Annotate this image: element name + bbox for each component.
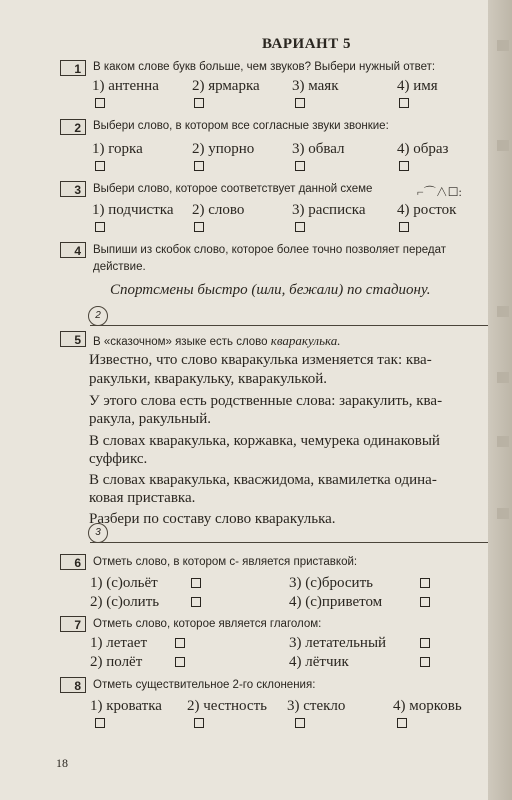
answer-checkbox[interactable] [399,222,409,232]
answer-checkbox[interactable] [191,597,201,607]
edge-marker [497,306,509,317]
edge-marker [497,372,509,383]
answer-checkbox[interactable] [175,638,185,648]
answer-option: 4) образ [397,141,449,157]
answer-checkbox[interactable] [420,578,430,588]
text-line: ракула, ракульный. [89,411,211,427]
text-line: В словах кваракулька, коржавка, чемурека одинаковый [89,433,440,449]
answer-option: 3) стекло [287,698,346,714]
pencil-icon: 3 [88,523,108,543]
answer-checkbox[interactable] [194,98,204,108]
answer-checkbox[interactable] [399,161,409,171]
edge-marker [497,436,509,447]
question-text: Отметь слово, в котором с- является приставкой: [93,556,358,568]
text-line: ковая приставка. [89,490,196,506]
edge-marker [497,508,509,519]
text-line: У этого слова есть родственные слова: заракулить, ква- [89,393,443,409]
text-line: Известно, что слово кваракулька изменяется так: ква- [89,352,432,368]
example-sentence: Спортсмены быстро (шли, бежали) по стадиону. [110,282,431,298]
answer-option: 4) лётчик [289,654,349,670]
answer-checkbox[interactable] [420,597,430,607]
question-text: Выпиши из скобок слово, которое более точно позволяет передат [93,244,447,256]
answer-checkbox[interactable] [295,718,305,728]
answer-checkbox[interactable] [95,718,105,728]
answer-option: 4) росток [397,202,457,218]
question-text: Выбери слово, которое соответствует данной схеме [93,183,373,195]
question-text: В «сказочном» языке есть слово кваракулька. [93,333,341,348]
question-number: 8 [60,677,86,693]
variant-title: ВАРИАНТ 5 [262,36,351,52]
text-line: ракульки, кваракульку, кваракулькой. [89,371,328,387]
answer-option: 3) (с)бросить [289,575,373,591]
answer-option: 2) честность [187,698,267,714]
answer-checkbox[interactable] [194,718,204,728]
answer-checkbox[interactable] [194,161,204,171]
section-divider [90,542,488,543]
answer-option: 4) имя [397,78,438,94]
answer-checkbox[interactable] [194,222,204,232]
answer-option: 1) подчистка [92,202,174,218]
answer-option: 2) слово [192,202,245,218]
answer-option: 3) расписка [292,202,366,218]
answer-checkbox[interactable] [295,98,305,108]
answer-option: 1) антенна [92,78,159,94]
section-divider [90,325,488,326]
question-number: 4 [60,242,86,258]
text-line: Разбери по составу слово кваракулька. [89,511,336,527]
question-number: 5 [60,331,86,347]
answer-option: 1) кроватка [90,698,162,714]
answer-option: 2) упорно [192,141,255,157]
page-number: 18 [56,756,68,770]
answer-checkbox[interactable] [295,161,305,171]
question-number: 7 [60,616,86,632]
question-number: 3 [60,181,86,197]
answer-checkbox[interactable] [295,222,305,232]
answer-checkbox[interactable] [399,98,409,108]
question-text: Отметь существительное 2-го склонения: [93,679,316,691]
morpheme-schema: ⌐⌒∧☐: [417,185,462,199]
answer-checkbox[interactable] [191,578,201,588]
answer-option: 2) (с)олить [90,594,160,610]
text-line: В словах кваракулька, квасжидома, квамилетка одина- [89,472,437,488]
answer-checkbox[interactable] [175,657,185,667]
answer-option: 1) (с)ольёт [90,575,158,591]
answer-option: 1) горка [92,141,143,157]
answer-option: 4) (с)приветом [289,594,383,610]
question-text: В каком слове букв больше, чем звуков? Выбери нужный ответ: [93,61,436,73]
answer-option: 3) летательный [289,635,387,651]
question-text: Отметь слово, которое является глаголом: [93,618,322,630]
answer-option: 4) морковь [393,698,462,714]
question-text: Выбери слово, в котором все согласные звуки звонкие: [93,120,389,132]
question-number: 2 [60,119,86,135]
next-page-edge [488,0,512,800]
answer-checkbox[interactable] [420,638,430,648]
answer-option: 1) летает [90,635,147,651]
answer-option: 2) ярмарка [192,78,260,94]
answer-checkbox[interactable] [420,657,430,667]
question-number: 1 [60,60,86,76]
edge-marker [497,140,509,151]
answer-checkbox[interactable] [95,98,105,108]
pencil-icon: 2 [88,306,108,326]
answer-checkbox[interactable] [397,718,407,728]
edge-marker [497,40,509,51]
question-number: 6 [60,554,86,570]
answer-option: 3) обвал [292,141,345,157]
answer-checkbox[interactable] [95,222,105,232]
answer-checkbox[interactable] [95,161,105,171]
text-line: суффикс. [89,451,148,467]
answer-option: 3) маяк [292,78,339,94]
answer-option: 2) полёт [90,654,143,670]
question-text: действие. [93,261,146,273]
